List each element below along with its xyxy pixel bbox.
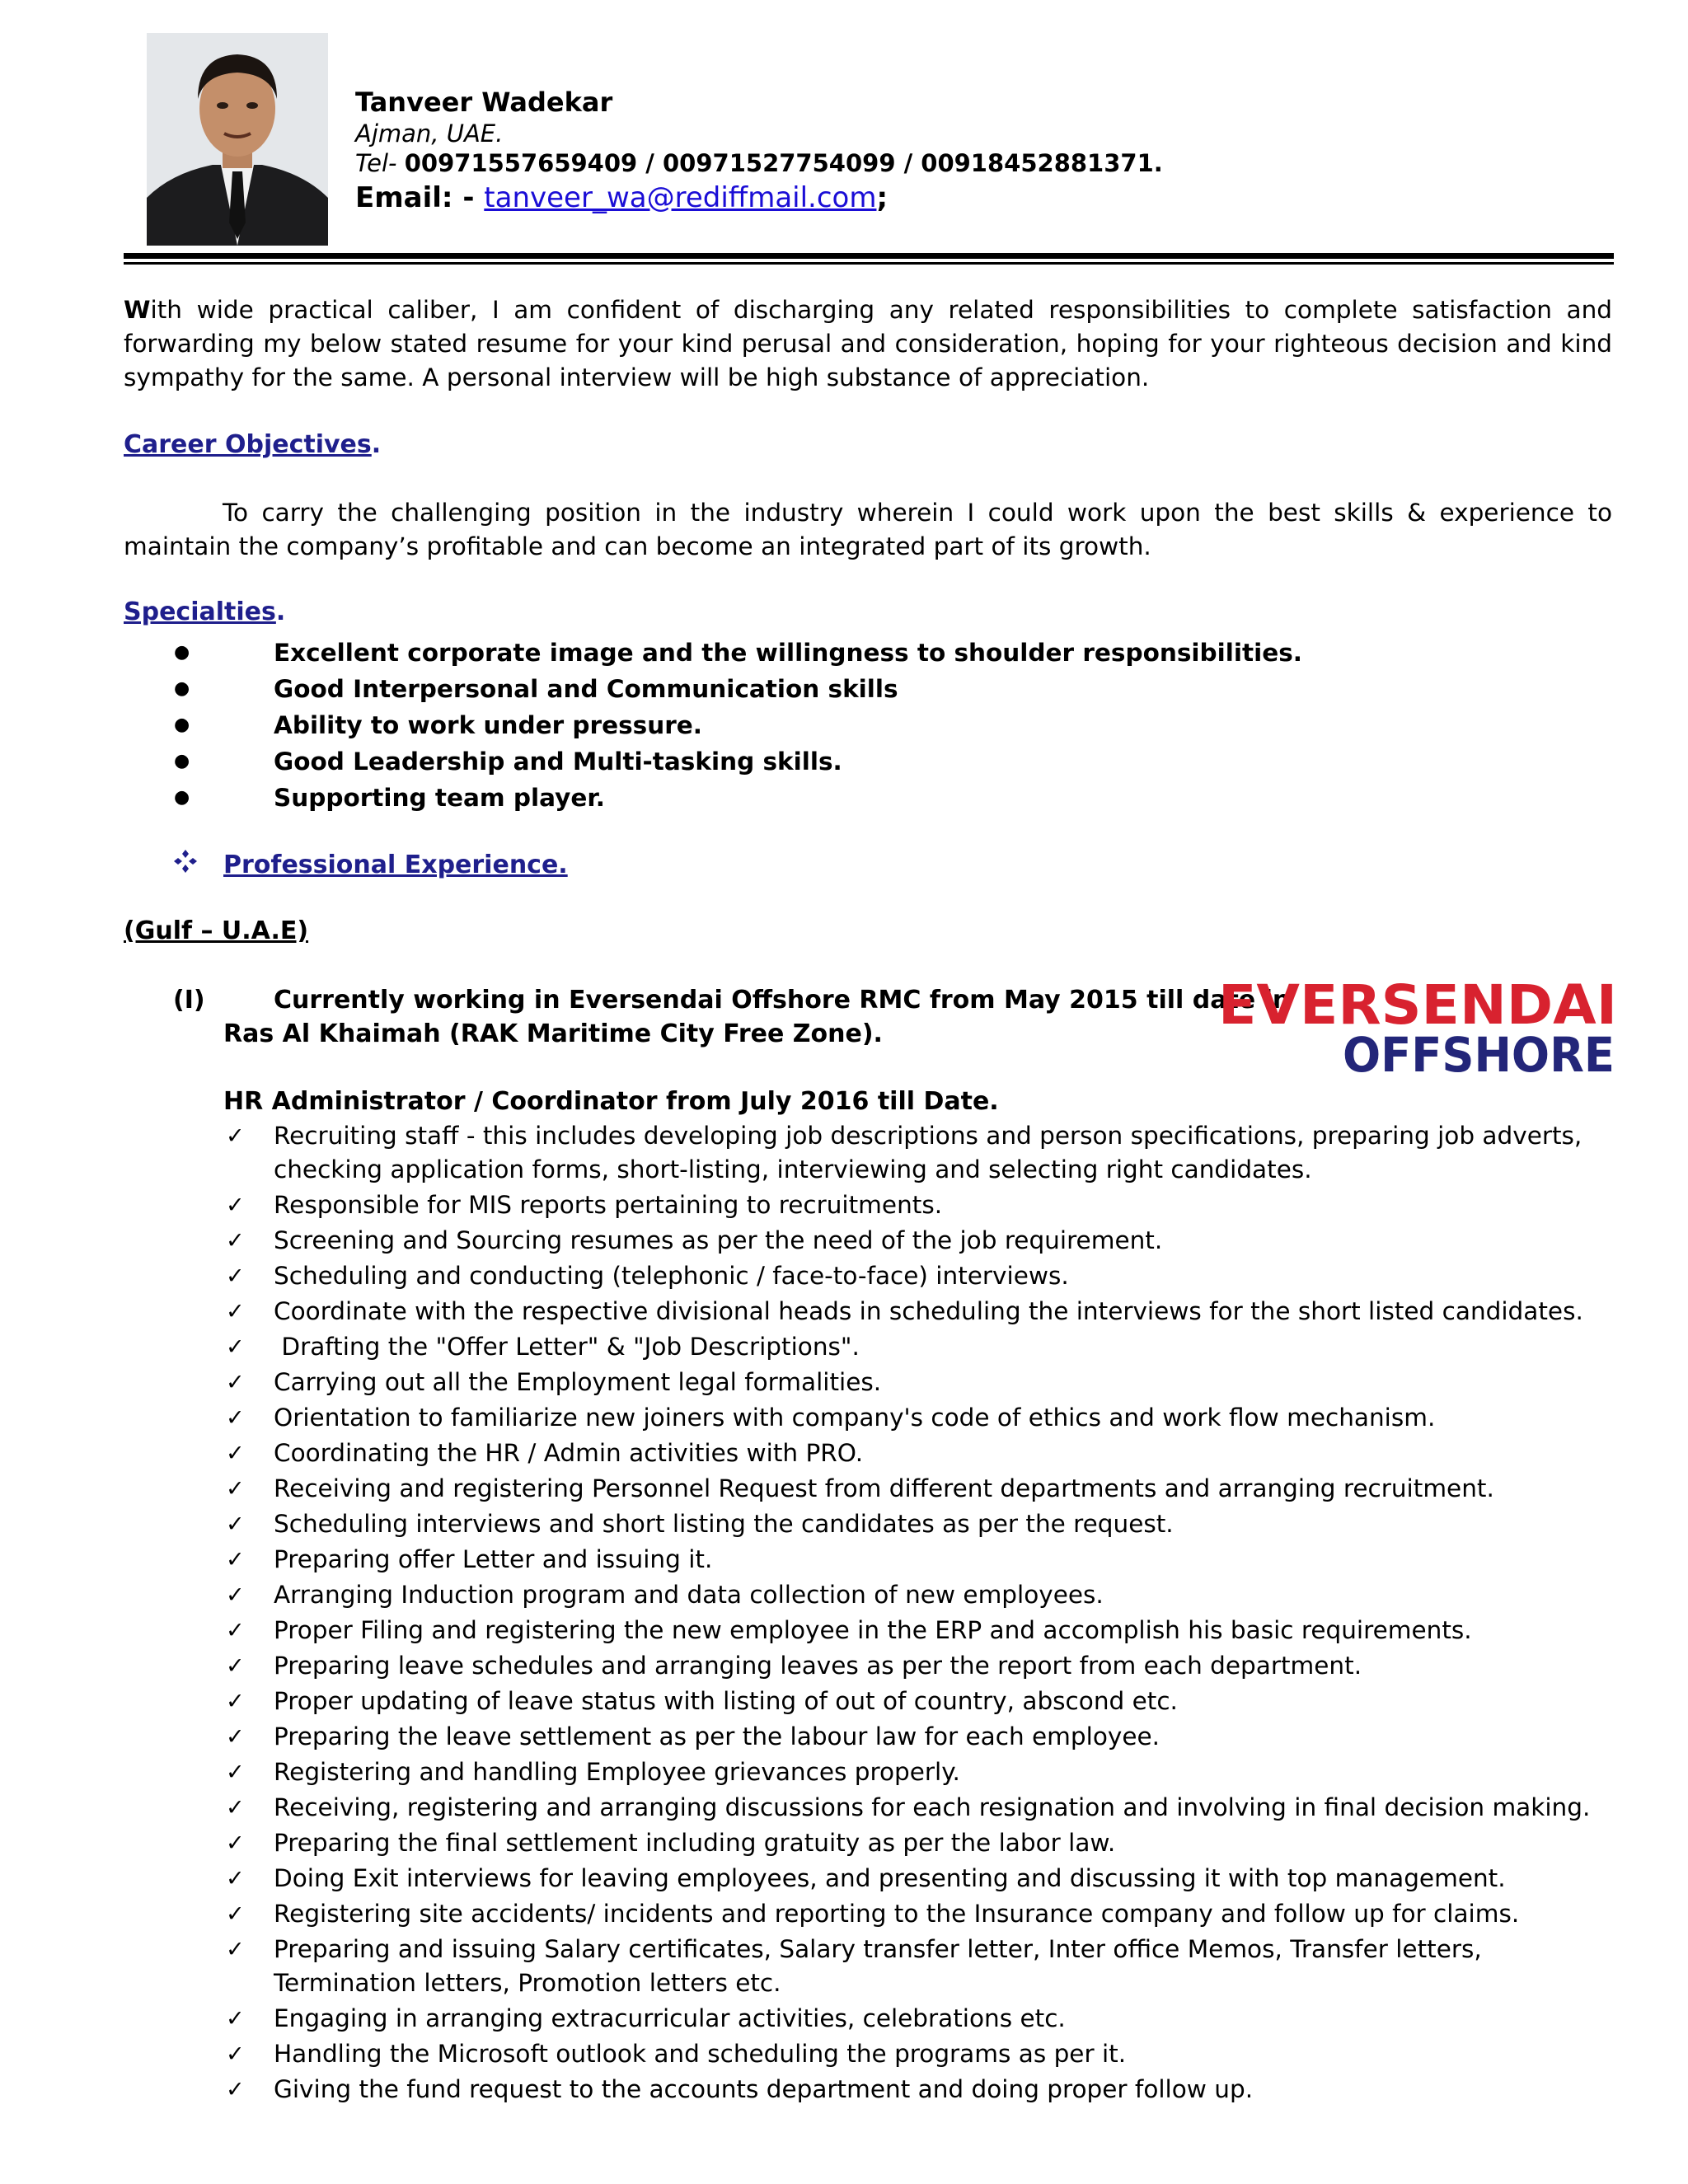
intro-text: ith wide practical caliber, I am confident of discharging any related responsibilities to complete satisfaction and forwarding my below stated resume for your kind perusal and consideration, hoping for your righteous decision and kind sympathy for the same. A personal interview will be high substance of appreciation. — [124, 296, 1612, 391]
duty-item — [223, 1933, 1615, 2000]
bullet-icon: ● — [174, 678, 190, 699]
duty-item — [223, 1436, 1615, 1470]
specialty-text: Ability to work under pressure. — [274, 711, 702, 739]
check-icon: ✓ — [226, 1441, 245, 1466]
check-icon: ✓ — [226, 1405, 245, 1431]
duties-list — [223, 1119, 1615, 2108]
check-icon: ✓ — [226, 1866, 245, 1891]
email-link[interactable]: tanveer_wa@rediffmail.com — [484, 181, 877, 214]
header-divider-thick — [124, 253, 1614, 259]
check-icon: ✓ — [226, 1476, 245, 1502]
career-objectives-dot: . — [371, 430, 382, 459]
duty-item — [223, 1897, 1615, 1931]
duty-item — [223, 2002, 1615, 2036]
job-description-line1: Currently working in Eversendai Offshore RMC from May 2015 till date in — [274, 986, 1291, 1015]
duty-item — [223, 1330, 1615, 1364]
duty-text: Registering site accidents/ incidents and reporting to the Insurance company and follow up for claims. — [274, 1900, 1520, 1928]
email-suffix: ; — [876, 181, 889, 214]
duty-text: Drafting the "Offer Letter" & "Job Descriptions". — [274, 1333, 860, 1361]
duty-text: Doing Exit interviews for leaving employees, and presenting and discussing it with top management. — [274, 1864, 1506, 1892]
duty-text: Preparing and issuing Salary certificates, Salary transfer letter, Inter office Memos, Transfer letters, Termination letters, Promotion letters etc. — [274, 1935, 1482, 1997]
specialty-item — [169, 780, 1302, 816]
specialty-text: Supporting team player. — [274, 784, 605, 812]
duty-item — [223, 1401, 1615, 1435]
career-objectives-text: To carry the challenging position in the industry wherein I could work upon the best skills & experience to maintain the company’s profitable and can become an integrated part of its growth. — [124, 499, 1612, 560]
duty-item — [223, 1259, 1615, 1293]
region-heading: (Gulf – U.A.E) — [124, 916, 309, 945]
duty-item — [223, 1720, 1615, 1754]
check-icon: ✓ — [226, 1653, 245, 1679]
bullet-icon: ● — [174, 642, 190, 663]
check-icon: ✓ — [226, 1370, 245, 1395]
duty-text: Preparing the leave settlement as per the labour law for each employee. — [274, 1722, 1160, 1750]
career-objectives-title: Career Objectives — [124, 430, 372, 459]
diamond-bullet-icon — [173, 849, 198, 874]
candidate-name: Tanveer Wadekar — [355, 87, 613, 118]
bullet-icon: ● — [174, 715, 190, 735]
check-icon: ✓ — [226, 1547, 245, 1572]
duty-text: Preparing offer Letter and issuing it. — [274, 1545, 713, 1573]
duty-item — [223, 1578, 1615, 1612]
duty-text: Scheduling interviews and short listing the candidates as per the request. — [274, 1510, 1174, 1538]
header-divider-thin — [124, 262, 1614, 265]
check-icon: ✓ — [226, 1123, 245, 1149]
duty-item — [223, 2037, 1615, 2071]
duty-item — [223, 1826, 1615, 1860]
duty-text: Engaging in arranging extracurricular activities, celebrations etc. — [274, 2004, 1066, 2032]
check-icon: ✓ — [226, 1724, 245, 1750]
duty-item — [223, 1685, 1615, 1718]
duty-item — [223, 1295, 1615, 1329]
bullet-icon: ● — [174, 751, 190, 771]
check-icon: ✓ — [226, 1228, 245, 1254]
duty-item — [223, 1119, 1615, 1187]
duty-item — [223, 1507, 1615, 1541]
check-icon: ✓ — [226, 1299, 245, 1324]
check-icon: ✓ — [226, 1511, 245, 1537]
duty-text: Handling the Microsoft outlook and scheduling the programs as per it. — [274, 2040, 1127, 2068]
duty-item — [223, 1224, 1615, 1258]
career-objectives-heading — [124, 429, 381, 462]
duty-text: Preparing leave schedules and arranging leaves as per the report from each department. — [274, 1652, 1362, 1680]
check-icon: ✓ — [226, 1618, 245, 1643]
duty-item — [223, 1791, 1615, 1825]
intro-drop-letter: W — [124, 296, 151, 324]
duty-text: Responsible for MIS reports pertaining to recruitments. — [274, 1191, 943, 1219]
profile-photo — [147, 33, 328, 246]
duty-text: Orientation to familiarize new joiners with company's code of ethics and work flow mechanism. — [274, 1404, 1436, 1432]
check-icon: ✓ — [226, 1263, 245, 1289]
duty-text: Receiving and registering Personnel Request from different departments and arranging recruitment. — [274, 1474, 1494, 1502]
check-icon: ✓ — [226, 1901, 245, 1927]
duty-item — [223, 2073, 1615, 2107]
duty-item — [223, 1472, 1615, 1506]
specialty-item — [169, 707, 1302, 743]
check-icon: ✓ — [226, 1193, 245, 1218]
specialty-item — [169, 743, 1302, 780]
check-icon: ✓ — [226, 1760, 245, 1785]
phone-numbers: 00971557659409 / 00971527754099 / 00918452881371. — [404, 149, 1163, 177]
check-icon: ✓ — [226, 2077, 245, 2102]
duty-item — [223, 1755, 1615, 1789]
job-index: (I) — [173, 986, 205, 1015]
duty-text: Proper updating of leave status with listing of out of country, abscond etc. — [274, 1687, 1178, 1715]
email-label: Email: - — [355, 181, 475, 214]
check-icon: ✓ — [226, 1334, 245, 1360]
logo-line1: EVERSENDAI — [1218, 976, 1617, 1037]
check-icon: ✓ — [226, 1582, 245, 1608]
check-icon: ✓ — [226, 1689, 245, 1714]
job-description-line2: Ras Al Khaimah (RAK Maritime City Free Zone). — [223, 1019, 883, 1048]
check-icon: ✓ — [226, 1795, 245, 1821]
specialty-text: Good Leadership and Multi-tasking skills. — [274, 748, 842, 776]
check-icon: ✓ — [226, 1830, 245, 1856]
specialties-title: Specialties — [124, 598, 276, 626]
duty-text: Arranging Induction program and data collection of new employees. — [274, 1581, 1104, 1609]
duty-item — [223, 1366, 1615, 1399]
specialty-item — [169, 671, 1302, 707]
eversendai-offshore-logo — [1216, 976, 1620, 1081]
candidate-location: Ajman, UAE. — [355, 120, 504, 148]
duty-text: Coordinating the HR / Admin activities with PRO. — [274, 1439, 864, 1467]
contact-header — [355, 86, 1163, 216]
specialty-item — [169, 635, 1302, 671]
duty-text: Giving the fund request to the accounts department and doing proper follow up. — [274, 2075, 1254, 2103]
check-icon: ✓ — [226, 1937, 245, 1962]
phone-line — [355, 148, 1163, 178]
duty-text: Recruiting staff - this includes developing job descriptions and person specifications, preparing job adverts, checking application forms, short-listing, interviewing and selecting right candidates. — [274, 1122, 1582, 1183]
duty-item — [223, 1862, 1615, 1896]
specialties-heading — [124, 596, 285, 629]
job-role: HR Administrator / Coordinator from July 2016 till Date. — [223, 1087, 999, 1116]
duty-text: Scheduling and conducting (telephonic / face-to-face) interviews. — [274, 1262, 1069, 1290]
duty-text: Registering and handling Employee grievances properly. — [274, 1758, 960, 1786]
check-icon: ✓ — [226, 2041, 245, 2067]
phone-label: Tel- — [355, 149, 397, 177]
specialty-text: Excellent corporate image and the willingness to shoulder responsibilities. — [274, 639, 1302, 667]
duty-text: Receiving, registering and arranging discussions for each resignation and involving in final decision making. — [274, 1793, 1591, 1821]
logo-line2: OFFSHORE — [1343, 1027, 1615, 1081]
email-line — [355, 180, 1163, 216]
intro-paragraph — [124, 293, 1612, 395]
professional-experience-heading: Professional Experience. — [223, 851, 568, 879]
specialties-dot: . — [275, 598, 286, 626]
duty-text: Preparing the final settlement including gratuity as per the labor law. — [274, 1829, 1116, 1857]
specialties-list — [169, 635, 1302, 816]
duty-text: Proper Filing and registering the new employee in the ERP and accomplish his basic requirements. — [274, 1616, 1472, 1644]
duty-text: Screening and Sourcing resumes as per the need of the job requirement. — [274, 1226, 1163, 1254]
duty-item — [223, 1649, 1615, 1683]
duty-item — [223, 1188, 1615, 1222]
bullet-icon: ● — [174, 787, 190, 808]
duty-item — [223, 1543, 1615, 1577]
check-icon: ✓ — [226, 2006, 245, 2032]
duty-text: Coordinate with the respective divisional heads in scheduling the interviews for the short listed candidates. — [274, 1297, 1583, 1325]
duty-item — [223, 1614, 1615, 1647]
duty-text: Carrying out all the Employment legal formalities. — [274, 1368, 882, 1396]
specialty-text: Good Interpersonal and Communication skills — [274, 675, 898, 703]
